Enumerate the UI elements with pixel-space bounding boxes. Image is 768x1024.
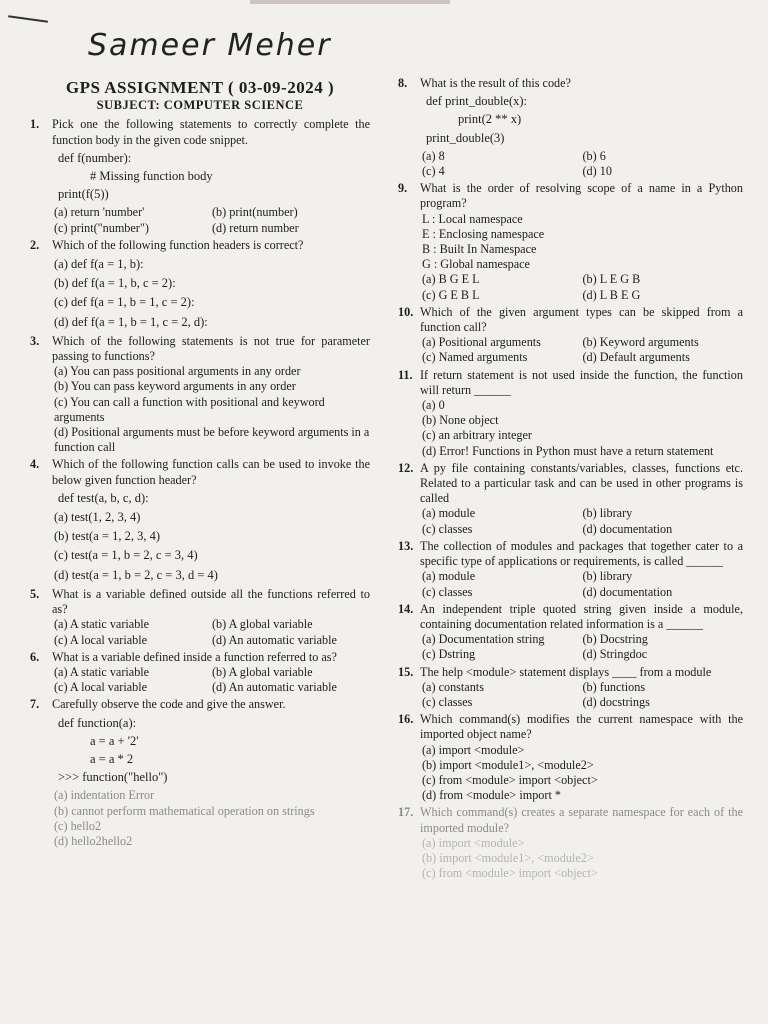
question-number: 15. (398, 664, 414, 679)
question-number: 2. (30, 237, 40, 252)
option-b: (b) Docstring (582, 632, 648, 647)
question-text: A py file containing constants/variables, classes, functions etc. Related to a particular task and can be used in other programs is called (420, 460, 743, 506)
question-number: 13. (398, 538, 414, 553)
option-d: (d) Stringdoc (582, 647, 648, 662)
option-c: (c) an arbitrary integer (422, 428, 532, 443)
option-c: (c) from <module> import <object> (422, 772, 598, 787)
question-12 (398, 461, 743, 537)
question-text: What is the order of resolving scope of a name in a Python program? (420, 181, 743, 211)
question-9 (398, 181, 743, 303)
assignment-title: GPS ASSIGNMENT ( 03-09-2024 ) (65, 78, 335, 97)
option-a: (a) import <module> (422, 835, 525, 850)
option-a: (a) module (422, 506, 476, 521)
question-text: If return statement is not used inside the function, the function will return ______ (420, 367, 743, 397)
option-c: (c) 4 (422, 164, 445, 179)
option-b: (b) 6 (582, 148, 606, 163)
code-line: def function(a): (58, 715, 137, 730)
option-a: (a) test(1, 2, 3, 4) (54, 510, 141, 525)
scope-item-global: G : Global namespace (422, 257, 530, 272)
option-c: (c) A local variable (54, 680, 148, 695)
code-line: def test(a, b, c, d): (58, 490, 149, 505)
question-text: Which of the following statements is not true for parameter passing to functions? (52, 333, 370, 364)
question-text: Which of the following function headers is correct? (52, 237, 304, 252)
question-8 (398, 76, 743, 179)
option-d: (d) Positional arguments must be before keyword arguments in a function call (54, 425, 370, 455)
question-number: 5. (30, 586, 40, 601)
question-number: 8. (398, 76, 408, 90)
option-b: (b) test(a = 1, 2, 3, 4) (54, 529, 160, 544)
code-line: a = a + '2' (90, 733, 139, 748)
question-text: The help <module> statement displays ____ from a module (420, 664, 712, 679)
code-line: a = a * 2 (90, 751, 134, 766)
question-text: Pick one the following statements to correctly complete the function body in the given code snippet. (52, 117, 370, 147)
option-b: (b) A global variable (212, 617, 313, 632)
option-a: (a) module (422, 569, 476, 584)
question-4 (30, 457, 370, 582)
option-d: (d) from <module> import * (422, 788, 561, 803)
option-b: (b) import <module1>, <module2> (422, 850, 594, 865)
option-b: (b) None object (422, 413, 499, 428)
option-c: (c) You can call a function with positional and keyword arguments (54, 394, 325, 424)
question-2 (30, 238, 370, 330)
option-b: (b) library (582, 569, 633, 584)
question-text: Which command(s) creates a separate namespace for each of the imported module? (420, 805, 743, 835)
option-a: (a) return 'number' (54, 205, 145, 220)
option-d: (d) An automatic variable (212, 680, 337, 695)
question-number: 3. (30, 333, 40, 348)
question-number: 17. (398, 805, 414, 820)
option-a: (a) A static variable (54, 617, 150, 632)
question-10 (398, 305, 743, 366)
question-number: 12. (398, 460, 414, 475)
option-b: (b) functions (582, 679, 646, 694)
option-a: (a) Documentation string (422, 632, 545, 647)
option-c: (c) def f(a = 1, b = 1, c = 2): (54, 295, 195, 310)
code-line: # Missing function body (90, 169, 213, 184)
option-c: (c) G E B L (422, 287, 480, 302)
question-text: An independent triple quoted string given inside a module, containing documentation related information is a ______ (420, 601, 743, 631)
option-d: (d) docstrings (582, 694, 650, 709)
question-3 (30, 334, 370, 456)
option-a: (a) import <module> (422, 742, 525, 757)
code-line: print(f(5)) (58, 187, 109, 202)
option-c: (c) print("number") (54, 220, 149, 235)
option-a: (a) A static variable (54, 664, 150, 679)
option-a: (a) 0 (422, 398, 445, 413)
option-c: (c) test(a = 1, b = 2, c = 3, 4) (54, 548, 198, 563)
option-a: (a) B G E L (422, 272, 480, 287)
code-line: def f(number): (58, 150, 132, 165)
option-d: (d) 10 (582, 164, 612, 179)
option-b: (b) def f(a = 1, b, c = 2): (54, 276, 176, 291)
option-c: (c) Named arguments (422, 350, 528, 365)
option-b: (b) L E G B (582, 272, 641, 287)
question-13 (398, 539, 743, 600)
question-number: 16. (398, 712, 414, 727)
subject-line: SUBJECT: COMPUTER SCIENCE (96, 98, 304, 113)
question-text: Carefully observe the code and give the answer. (52, 697, 286, 712)
question-text: Which command(s) modifies the current namespace with the imported object name? (420, 712, 743, 742)
code-line: def print_double(x): (426, 94, 528, 109)
question-1 (30, 117, 370, 235)
option-c: (c) hello2 (54, 818, 102, 833)
question-6 (30, 650, 370, 696)
option-b: (b) cannot perform mathematical operation on strings (54, 803, 315, 818)
option-c: (c) A local variable (54, 632, 148, 647)
option-d: (d) hello2hello2 (54, 833, 133, 848)
option-c: (c) from <module> import <object> (422, 866, 598, 881)
option-d: (d) def f(a = 1, b = 1, c = 2, d): (54, 314, 208, 329)
option-d: (d) documentation (582, 584, 673, 599)
question-16 (398, 712, 743, 803)
code-line: >>> function("hello") (58, 770, 168, 785)
scope-item-builtin: B : Built In Namespace (422, 242, 537, 257)
option-d: (d) documentation (582, 521, 673, 536)
pen-mark (8, 15, 48, 23)
left-column (30, 80, 370, 851)
question-17 (398, 805, 743, 881)
option-a: (a) You can pass positional arguments in any order (54, 364, 301, 379)
option-d: (d) An automatic variable (212, 632, 337, 647)
scope-item-local: L : Local namespace (422, 211, 523, 226)
question-11 (398, 368, 743, 459)
option-d: (d) test(a = 1, b = 2, c = 3, d = 4) (54, 567, 218, 582)
question-text: Which of the following function calls can be used to invoke the below given function header? (52, 457, 370, 487)
question-7 (30, 697, 370, 849)
option-a: (a) 8 (422, 148, 445, 163)
option-b: (b) A global variable (212, 664, 313, 679)
option-d: (d) Default arguments (582, 350, 690, 365)
option-c: (c) Dstring (422, 647, 476, 662)
option-a: (a) indentation Error (54, 788, 155, 803)
question-number: 1. (30, 117, 40, 132)
option-b: (b) print(number) (212, 205, 298, 220)
option-c: (c) classes (422, 694, 473, 709)
option-c: (c) classes (422, 584, 473, 599)
option-d: (d) L B E G (582, 287, 641, 302)
question-15 (398, 665, 743, 711)
question-number: 4. (30, 457, 40, 472)
question-number: 14. (398, 601, 414, 616)
option-b: (b) library (582, 506, 633, 521)
option-b: (b) You can pass keyword arguments in any order (54, 379, 296, 394)
question-text: The collection of modules and packages that together cater to a specific type of applications or requirements, is called ______ (420, 538, 743, 569)
question-text: What is a variable defined inside a function referred to as? (52, 649, 337, 664)
question-text: Which of the given argument types can be skipped from a function call? (420, 304, 743, 335)
question-number: 6. (30, 649, 40, 664)
right-column (398, 76, 743, 883)
question-number: 9. (398, 181, 408, 196)
option-d: (d) return number (212, 220, 299, 235)
question-number: 11. (398, 367, 413, 382)
option-a: (a) Positional arguments (422, 335, 541, 350)
question-text: What is the result of this code? (420, 76, 571, 90)
code-line: print_double(3) (426, 130, 505, 145)
option-b: (b) Keyword arguments (582, 335, 699, 350)
code-line: print(2 ** x) (458, 112, 522, 127)
option-a: (a) def f(a = 1, b): (54, 257, 144, 272)
question-5 (30, 587, 370, 648)
student-name: Sameer Meher (88, 28, 332, 63)
question-text: What is a variable defined outside all the functions referred to as? (52, 586, 370, 617)
question-14 (398, 602, 743, 663)
scope-item-enclosing: E : Enclosing namespace (422, 226, 545, 241)
top-paper-strip (250, 0, 450, 4)
question-number: 7. (30, 697, 40, 712)
question-number: 10. (398, 304, 414, 319)
option-a: (a) constants (422, 679, 484, 694)
option-b: (b) import <module1>, <module2> (422, 757, 594, 772)
option-c: (c) classes (422, 521, 473, 536)
option-d: (d) Error! Functions in Python must have a return statement (422, 443, 714, 458)
